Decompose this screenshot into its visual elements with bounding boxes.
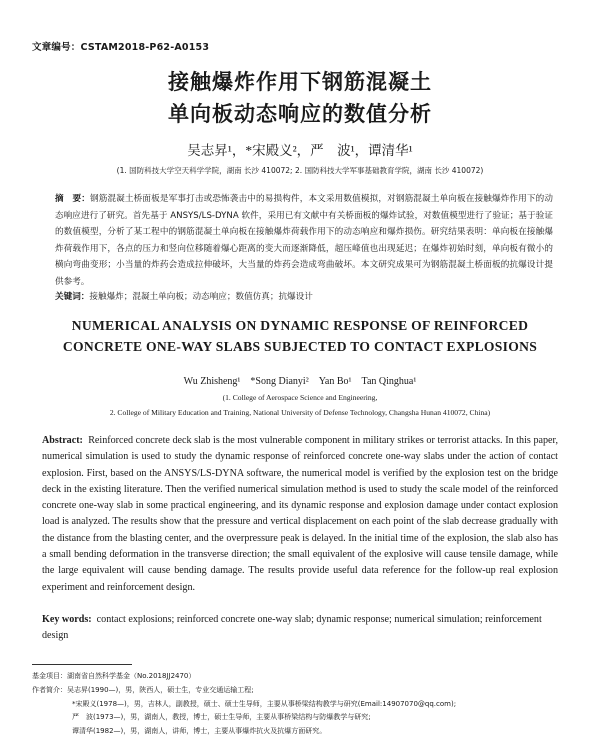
english-affiliation-2: 2. College of Military Education and Training, National University of Defense Technology, Changsha Hunan 410072, China) [109, 408, 491, 417]
english-abstract-label: Abstract: [42, 435, 83, 446]
funding-note: 基金项目：湖南省自然科学基金（No.2018JJ2470） [32, 672, 196, 680]
chinese-keywords-text: 接触爆炸；混凝土单向板；动态响应；数值仿真；抗爆设计 [89, 292, 313, 302]
english-authors: Wu Zhisheng¹ *Song Dianyi² Yan Bo¹ Tan Qinghua¹ [183, 376, 417, 387]
author-bio-1: 作者简介：吴志昇(1990—)，男，陕西人，硕士生，专业交通运输工程; [32, 685, 254, 694]
chinese-abstract-text: 钢筋混凝土桥面板是军事打击或恐怖袭击中的易损构件，本文采用数值模拟，对钢筋混凝土单向板在接触爆炸作用下的动态响应进行了研究。首先基于 ANSYS/LS-DYNA 软件，采用已有文献中有关桥面板的爆炸试验，对数值模型进行了验证；基于验证的数值模型，分析了某工程中的钢筋混凝土单向板在接触爆炸荷载作用下的动态响应和爆炸损伤。研究结果表明：单向板在接触爆炸荷载作用下，各点的压力和竖向位移随着爆心距离的变大而逐渐降低，超压峰值也出现延迟；在爆炸初始时刻，单向板有微小的横向弯曲变形；小当量的炸药会造成拉伸破坏，大当量的炸药会造成弯曲破坏。本文研究成果可为钢筋混凝土桥面板的抗爆设计提供参考。 [55, 194, 553, 287]
chinese-authors: 吴志昇¹，*宋殿义²，严 波¹，谭清华¹ [187, 143, 413, 158]
chinese-title-line-1: 接触爆炸作用下钢筋混凝土 [168, 70, 432, 94]
footnotes [32, 670, 572, 739]
english-title-line-1: NUMERICAL ANALYSIS ON DYNAMIC RESPONSE OF REINFORCED [71, 318, 529, 333]
english-keywords-text: contact explosions; reinforced concrete one-way slab; dynamic response; numerical simulation; reinforcement design [42, 614, 542, 642]
chinese-keywords-label: 关键词： [55, 292, 90, 302]
chinese-keywords [55, 289, 553, 305]
english-keywords-label: Key words: [42, 614, 92, 625]
article-number: 文章编号：CSTAM2018-P62-A0153 [32, 42, 210, 53]
footnote-divider [32, 664, 132, 665]
english-affiliation-1: (1. College of Aerospace Science and Engineering, [222, 393, 378, 402]
chinese-abstract-label: 摘 要： [55, 194, 90, 204]
author-bio-label: 作者简介： [32, 685, 67, 694]
english-abstract [42, 433, 558, 596]
english-keywords [42, 612, 558, 645]
chinese-title-line-2: 单向板动态响应的数值分析 [168, 102, 432, 126]
author-bio-4: 谭清华(1982—)，男，湖南人，讲师，博士，主要从事爆炸抗火及抗爆方面研究。 [72, 727, 327, 736]
chinese-affiliations: (1. 国防科技大学空天科学学院，湖南 长沙 410072; 2. 国防科技大学军事基础教育学院，湖南 长沙 410072) [116, 166, 484, 175]
author-bio-2: *宋殿义(1978—)，男，吉林人，副教授，硕士、硕士生导师，主要从事桥梁结构教学与研究(Email:14907070@qq.com); [72, 699, 457, 708]
author-bio-3: 严 波(1973—)，男，湖南人，教授，博士，硕士生导师，主要从事桥梁结构与防爆教学与研究; [72, 713, 371, 722]
english-title-line-2: CONCRETE ONE-WAY SLABS SUBJECTED TO CONTACT EXPLOSIONS [62, 339, 538, 354]
english-abstract-text: Reinforced concrete deck slab is the most vulnerable component in military strikes or terrorist attacks. In this paper, numerical simulation is used to study the dynamic response of reinforced concrete one-way slabs under the action of contact explosion. First, based on the ANSYS/LS-DYNA software, the numerical model is verified by the explosion test on the bridge deck in the existing literature. Then the verified numerical simulation method is used to study the scale model of the reinforced concrete one-way slab in some practical engineering, and its dynamic response and explosion damage under contact explosion load is analyzed. The results show that the pressure and vertical displacement on each point of the slab decrease gradually with the distance from the blasting center, and the overpressure peak is delayed. In the initial time of the explosion, the slab also has a small bending deformation in the transverse direction; the small equivalent of the explosive will cause tensile damage, while the large equivalent will cause bending damage. The results provide useful data reference for the follow-up real explosion experiment and reinforcement design. [42, 435, 558, 593]
chinese-abstract [55, 191, 553, 291]
